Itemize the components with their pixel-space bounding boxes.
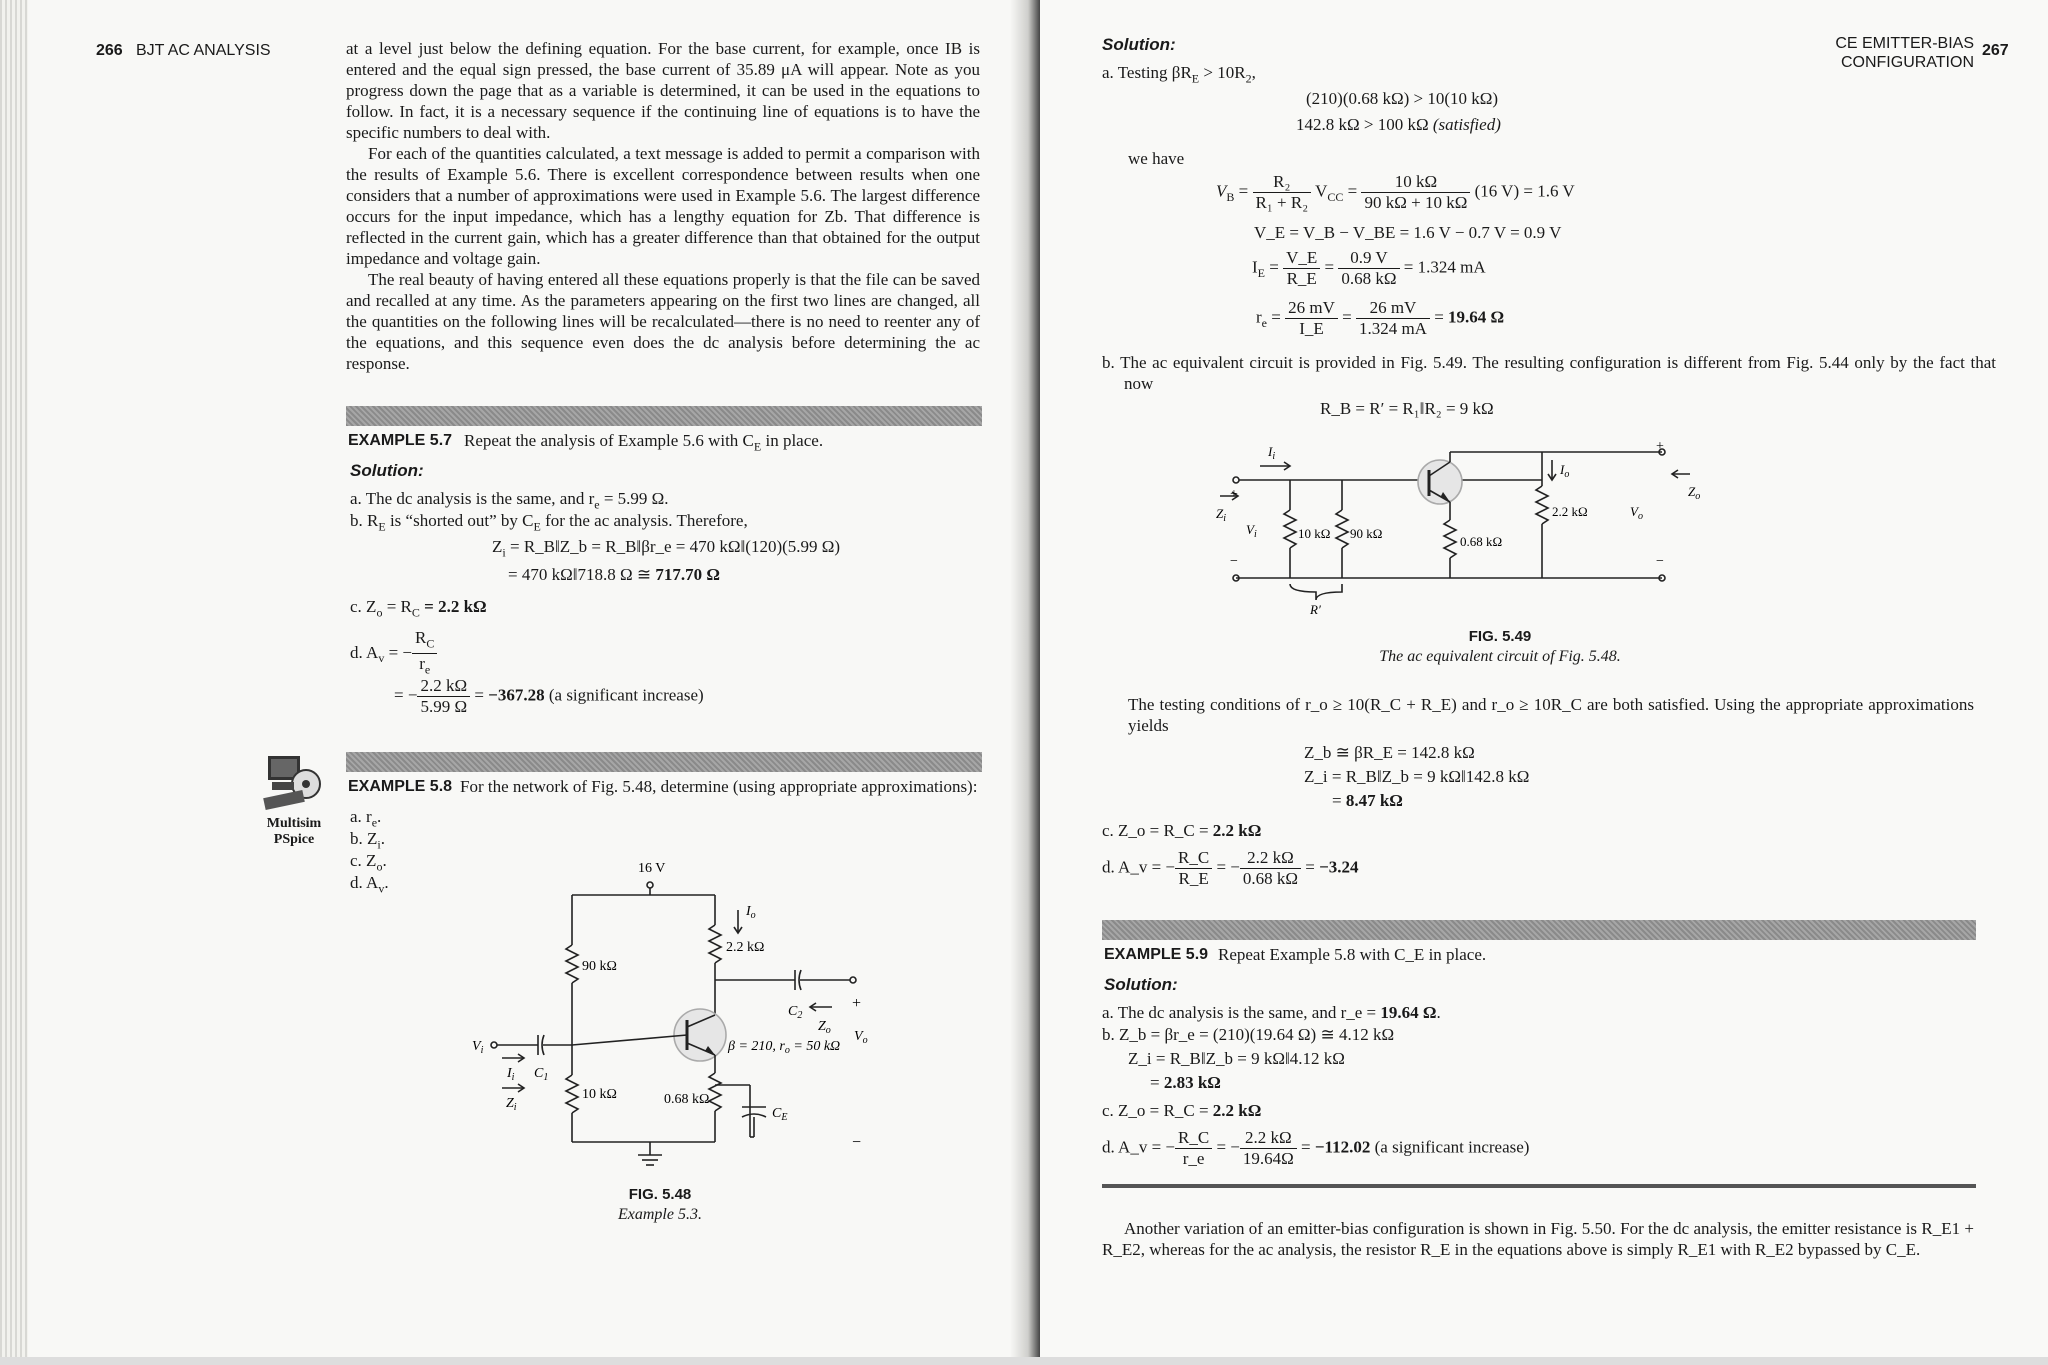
fig549-re: 0.68 kΩ	[1460, 534, 1503, 549]
fig549-vo: $V_o$	[1630, 504, 1643, 522]
fig-5-48-subcaption: Example 5.3.	[618, 1206, 702, 1223]
fig549-rc: 2.2 kΩ	[1552, 504, 1588, 519]
zo-label: $Z_o$	[818, 1019, 831, 1036]
fig549-plus-in: +	[1230, 487, 1238, 502]
test-line-2: 142.8 kΩ > 100 kΩ (satisfied)	[1296, 115, 1501, 134]
zi-result: = 8.47 kΩ	[1332, 791, 1403, 810]
minus-terminal: −	[852, 1134, 862, 1151]
solution-heading: Solution:	[350, 461, 424, 480]
fig549-r2: 90 kΩ	[1350, 526, 1383, 541]
ex57-part-d: d. $A_v$ = − $\frac{R_C}{r_e}$	[350, 628, 437, 680]
example-bar	[346, 406, 982, 426]
c2-label: $C_2$	[788, 1004, 803, 1021]
example-bar	[346, 752, 982, 772]
fig-5-49-subcaption: The ac equivalent circuit of Fig. 5.48.	[1379, 648, 1621, 665]
ii-label: $I_i$	[507, 1066, 515, 1083]
part-a-intro: a. Testing $\beta R_E > 10R_2$,	[1102, 63, 1256, 86]
page-edge	[0, 0, 28, 1365]
paragraph-2: For each of the quantities calculated, a text message is added to permit a comparison with the results of Example 5.6. There is excellent correspondence between results when one considers that a number of approximations were used in Example 5.6. The largest difference occurs for the input impedance, which has a lengthy equation for Zb. That difference is reflected in the current gain, which has a greater difference than that obtained for the output impedance and voltage gain.	[346, 144, 980, 268]
ce-label: $C_E$	[772, 1106, 788, 1123]
ex58-item-c: c. $Z_o$.	[350, 851, 387, 874]
running-head: CE EMITTER-BIAS CONFIGURATION	[1835, 35, 1974, 71]
vb-equation: $V_B$ = $\frac{\text{R₂}}{\text{R₁ + R₂}}$ $V_{CC}$ = $\frac{10 k\Omega}{90 k\Omega + 10 k\Omega}$ (16 V) = 1.6 V	[1216, 172, 1575, 212]
fig-5-48-circuit	[450, 855, 880, 1185]
fig549-minus-out: −	[1656, 554, 1664, 569]
test-line-1: (210)(0.68 kΩ) > 10(10 kΩ)	[1306, 89, 1499, 108]
part-d-line: d. A_v = − $\frac{R\_C}{R\_E}$ = − $\frac{2.2 k\Omega}{0.68 k\Omega}$ = −3.24	[1102, 848, 1359, 888]
fig-5-49-caption: FIG. 5.49	[1468, 628, 1532, 645]
vi-label: $V_i$	[472, 1039, 484, 1056]
example-end-rule	[1102, 1184, 1976, 1188]
solution-heading: Solution:	[1104, 975, 1178, 994]
example-5-7-label: EXAMPLE 5.7	[348, 432, 453, 449]
zi-equation: Z_i = R_B‖Z_b = 9 kΩ‖142.8 kΩ	[1304, 767, 1530, 786]
fig549-io: $I_o$	[1560, 462, 1570, 480]
we-have-text: we have	[1128, 149, 1185, 168]
example-5-7-statement: Repeat the analysis of Example 5.6 with $C_E$ in place.	[464, 431, 824, 454]
example-bar	[1102, 920, 1976, 940]
ie-equation: $I_E$ = $\frac{V\_E}{R\_E}$ = $\frac{0.9 V}{0.68 k\Omega}$ = 1.324 mA	[1252, 248, 1486, 288]
fig549-r1: 10 kΩ	[1298, 526, 1331, 541]
closing-paragraph: Another variation of an emitter-bias configuration is shown in Fig. 5.50. For the dc analysis, the emitter resistance is R_E1 + R_E2, whereas for the ac analysis, the resistor R_E in the equations above is simply R_E1 with R_E2 bypassed by C_E.	[1102, 1219, 1974, 1259]
fig549-ii: $I_i$	[1268, 444, 1276, 462]
fig-5-48-caption: FIG. 5.48	[628, 1186, 692, 1203]
re-label: 0.68 kΩ	[664, 1092, 710, 1107]
testing-conditions-text: The testing conditions of r_o ≥ 10(R_C + R_E) and r_o ≥ 10R_C are both satisfied. Using the appropriate approximations yields	[1128, 695, 1974, 735]
ex57-part-d-result: = − $\frac{2.2 k\Omega}{5.99 \Omega}$ = −367.28 (a significant increase)	[394, 676, 704, 716]
example-5-8-label: EXAMPLE 5.8	[348, 778, 453, 795]
paragraph-3: The real beauty of having entered all these equations properly is that the file can be saved and recalled at any time. As the parameters appearing on the first two lines are changed, all the quantities on the following lines will be recalculated—there is no need to reenter any of the equations, and this sequence even does the dc analysis before determining the ac response.	[346, 270, 980, 373]
ex59-zi-result: = 2.83 kΩ	[1150, 1073, 1221, 1092]
beta-label: β = 210, $r_o = 50$ kΩ	[728, 1039, 841, 1056]
zb-equation: Z_b ≅ βR_E = 142.8 kΩ	[1304, 743, 1475, 762]
example-5-9-statement: Repeat Example 5.8 with C_E in place.	[1218, 945, 1487, 964]
running-head: BJT AC ANALYSIS	[136, 42, 271, 59]
multisim-pspice-label: Multisim PSpice	[266, 816, 322, 847]
part-c-line: c. Z_o = R_C = 2.2 kΩ	[1102, 821, 1262, 840]
ex57-part-b: b. $R_E$ is “shorted out” by $C_E$ for the ac analysis. Therefore,	[350, 511, 748, 534]
fig549-rprime: R′	[1310, 602, 1321, 617]
ex58-item-a: a. $r_e$.	[350, 807, 382, 830]
ex59-part-d: d. A_v = − $\frac{R\_C}{r\_e}$ = − $\frac{2.2 k\Omega}{19.64\Omega}$ = −112.02 (a significant increase)	[1102, 1128, 1530, 1168]
io-label: $I_o$	[746, 904, 756, 921]
vo-label: $V_o$	[854, 1029, 868, 1046]
page-bottom-edge	[0, 1357, 2048, 1365]
ex59-zi: Z_i = R_B‖Z_b = 9 kΩ‖4.12 kΩ	[1128, 1049, 1345, 1068]
plus-terminal: +	[852, 995, 862, 1012]
fig549-plus-out: +	[1656, 440, 1664, 454]
fig549-vi: $V_i$	[1246, 522, 1257, 540]
rc-label: 2.2 kΩ	[726, 940, 765, 955]
ex58-item-b: b. $Z_i$.	[350, 829, 385, 852]
multisim-pspice-icon	[262, 748, 326, 818]
vcc-label: 16 V	[638, 861, 666, 876]
right-page	[1040, 0, 2048, 1365]
part-b-text: b. The ac equivalent circuit is provided in Fig. 5.49. The resulting configuration is different from Fig. 5.44 only by the fact that now	[1102, 353, 1996, 393]
r2-label: 10 kΩ	[582, 1087, 617, 1102]
ex58-item-d: d. $A_v$.	[350, 873, 389, 896]
example-5-9-label: EXAMPLE 5.9	[1104, 946, 1209, 963]
ve-equation: V_E = V_B − V_BE = 1.6 V − 0.7 V = 0.9 V	[1254, 223, 1562, 242]
re-equation: $r_e$ = $\frac{26 mV}{I\_E}$ = $\frac{26 mV}{1.324 mA}$ = 19.64 Ω	[1256, 298, 1505, 338]
fig549-zo: $Z_o$	[1688, 484, 1701, 502]
example-5-8-statement: For the network of Fig. 5.48, determine (using appropriate approximations):	[460, 777, 978, 796]
rb-equation: R_B = R′ = R₁‖R₂ = 9 kΩ	[1320, 399, 1494, 418]
ex57-part-c: c. $Z_o = R_C = 2.2$ kΩ	[350, 597, 487, 620]
page-number: 266	[96, 42, 123, 59]
fig-5-49-circuit	[1210, 440, 1770, 620]
c1-label: $C_1$	[534, 1066, 549, 1083]
r1-label: 90 kΩ	[582, 959, 617, 974]
ex59-part-b: b. Z_b = βr_e = (210)(19.64 Ω) ≅ 4.12 kΩ	[1102, 1025, 1395, 1044]
zi-label: $Z_i$	[506, 1096, 517, 1113]
ex59-part-a: a. The dc analysis is the same, and r_e = 19.64 Ω.	[1102, 1003, 1441, 1022]
page-number: 267	[1982, 42, 2009, 59]
ex59-part-c: c. Z_o = R_C = 2.2 kΩ	[1102, 1101, 1262, 1120]
paragraph-1: at a level just below the defining equation. For the base current, for example, once IB is entered and the equal sign pressed, the base current of 35.89 μA will appear. Note as you progress down the page that as a variable is determined, it can be used in the equations to follow. In fact, it is a necessary sequence if the continuing line of equations is to have the specific numbers to deal with.	[346, 39, 980, 142]
solution-heading: Solution:	[1102, 35, 1176, 54]
fig549-zi: $Z_i$	[1216, 506, 1227, 524]
ex57-zi-line2: = 470 kΩ‖718.8 Ω ≅ 717.70 Ω	[508, 565, 720, 584]
ex57-zi-line1: $Z_i$ = R_B‖Z_b = R_B‖βr_e = 470 kΩ‖(120)(5.99 Ω)	[492, 537, 841, 560]
ex57-part-a: a. The dc analysis is the same, and $r_e = 5.99$ Ω.	[350, 489, 669, 512]
fig549-minus-in: −	[1230, 554, 1238, 569]
